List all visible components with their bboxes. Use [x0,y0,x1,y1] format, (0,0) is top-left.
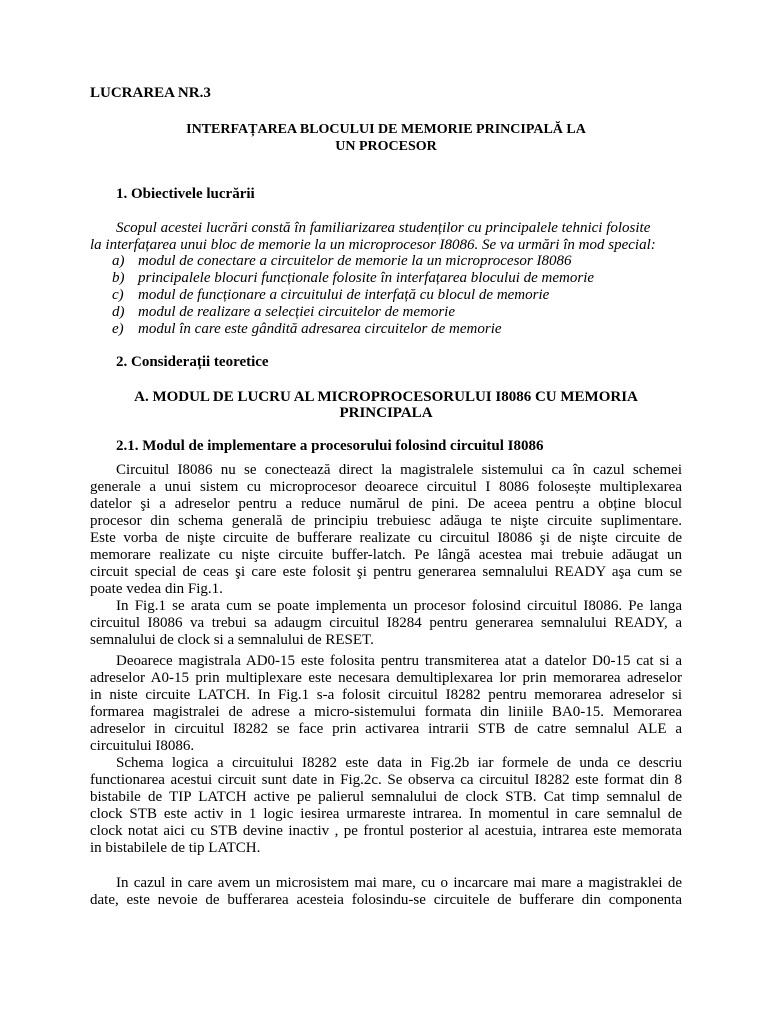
section-1-heading: 1. Obiectivele lucrării [116,186,255,202]
paragraph-line: In Fig.1 se arata cum se poate implementa un procesor folosind circuitul I8086. Pe langa [116,598,682,614]
paragraph-line: memorare realizate cu nişte circuite buffer-latch. Pe lângă acestea mai trebuie adăugat un [90,547,682,563]
paragraph-line: in bistabilele de tip LATCH. [90,840,261,856]
section-1-intro-line-1: Scopul acestei lucrări constă în familiarizarea studenților cu principalele tehnici folosite [116,220,651,236]
paragraph-line: procesor din schema generală de principiu trebuiesc adăuga te nişte circuite suplimentare. [90,513,682,529]
paragraph-line: Este vorba de nişte circuite de bufferare realizate cu circuitul I8086 şi de nişte circuite de [90,530,682,546]
paragraph-line: datelor şi a adreselor pentru a reduce numărul de pini. De aceea pentru a obține blocul [90,496,682,512]
paragraph-line: generale a unui sistem cu microprocesor deoarece circuitul I 8086 folosește multiplexarea [90,479,682,495]
paragraph-line: Circuitul I8086 nu se conectează direct la magistralele sistemului ca în cazul schemei [116,462,682,478]
paragraph-line: Schema logica a circuitului I8282 este data in Fig.2b iar formele de unda ce descriu [116,755,682,771]
objective-item: d) modul de realizare a selecției circuitelor de memorie [112,304,455,320]
lab-title: LUCRAREA NR.3 [90,85,211,101]
paragraph-line: functionarea acestui circuit sunt date in Fig.2c. Se observa ca circuitul I8282 este format din 8 [90,772,682,788]
subsection-2-1-heading: 2.1. Modul de implementare a procesorului folosind circuitul I8086 [116,438,544,454]
paragraph-line: circuitul I8086 va trebui sa adaugm circuitul I8284 pentru generarea semnalului READY, a [90,615,682,631]
paragraph-line: date, este nevoie de bufferarea acesteia folosindu-se circuitele de bufferare din componenta [90,892,682,908]
objective-item: b) principalele blocuri funcționale folosite în interfațarea blocului de memorie [112,270,595,286]
section-a-title-line-1: A. MODUL DE LUCRU AL MICROPROCESORULUI I8086 CU MEMORIA [134,389,638,405]
paragraph-line: adreselor in circuitul I8282 se face prin activarea intrarii STB de catre semnalul ALE a [90,721,682,737]
section-a-title-line-2: PRINCIPALA [339,405,433,421]
paragraph-line: clock notat aici cu STB devine inactiv , pe frontul posterior al acestuia, intrarea este memorata [90,823,682,839]
paragraph-line: circuit special de ceas şi care este folosit şi pentru generarea semnalului READY aşa cum se [90,564,682,580]
paragraph-line: in niste circuite LATCH. In Fig.1 s-a folosit circuitul I8282 pentru memorarea adreselor si [90,687,682,703]
section-2-heading: 2. Considerații teoretice [116,354,269,370]
section-1-intro-line-2: la interfațarea unui bloc de memorie la un microprocesor I8086. Se va urmări în mod special: [90,237,656,253]
paragraph-line: adreselor A0-15 prin multiplexare este necesara demultiplexarea lor prin memorarea adreselor [90,670,682,686]
objective-item: e) modul în care este gândită adresarea circuitelor de memorie [112,321,502,337]
paragraph-line: clock STB este activ in 1 logic iesirea urmareste intrarea. In momentul in care semnalul de [90,806,682,822]
paragraph-line: semnalului de clock si a semnalului de RESET. [90,632,374,648]
main-title-line-1: INTERFAȚAREA BLOCULUI DE MEMORIE PRINCIPALĂ LA [186,122,586,137]
paragraph-line: Deoarece magistrala AD0-15 este folosita pentru transmiterea atat a datelor D0-15 cat si a [116,653,682,669]
main-title-line-2: UN PROCESOR [335,139,437,154]
objective-item: c) modul de funcționare a circuitului de interfață cu blocul de memorie [112,287,550,303]
objective-item: a) modul de conectare a circuitelor de memorie la un microprocesor I8086 [112,253,572,269]
paragraph-line: formarea magistralei de adrese a micro-sistemului formata din liniile BA0-15. Memorarea [90,704,682,720]
paragraph-line: In cazul in care avem un microsistem mai mare, cu o incarcare mai mare a magistraklei de [116,875,682,891]
paragraph-line: bistabile de TIP LATCH active pe palierul semnalului de clock STB. Cat timp semnalul de [90,789,682,805]
paragraph-line: circuitului I8086. [90,738,195,754]
paragraph-line: poate vedea din Fig.1. [90,581,223,597]
